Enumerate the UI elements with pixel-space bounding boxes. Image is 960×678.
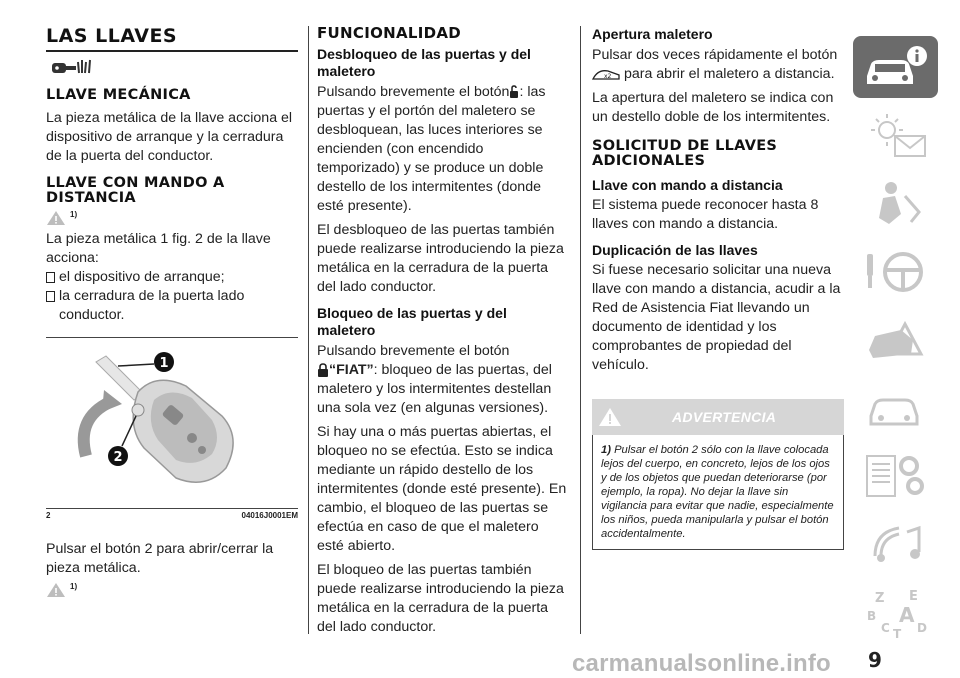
paragraph-boton: Pulsar el botón 2 para abrir/cerrar la pieza metálica. [46, 541, 274, 576]
heading-mando-line2: DISTANCIA [46, 190, 136, 206]
bullet-text: el dispositivo de arranque; [59, 269, 225, 285]
warning-title: ADVERTENCIA [672, 409, 777, 425]
index-letter-z: Z [874, 591, 884, 606]
tab-starting-driving[interactable] [853, 242, 938, 302]
section-title-las-llaves: LAS LLAVES [46, 25, 178, 47]
title-rule [46, 50, 298, 52]
figure-caption [46, 511, 298, 520]
svg-text:x2: x2 [604, 73, 612, 81]
specs-gears-icon [861, 450, 931, 502]
figure-key [46, 337, 298, 509]
text-segment: Pulsar dos veces rápidamente el botón [592, 47, 838, 63]
key-remote-icon [46, 58, 94, 78]
index-letters-icon [861, 584, 931, 640]
text-segment: para abrir el maletero a distancia. [623, 66, 835, 82]
bullet-item-2 [46, 287, 298, 325]
tab-specs[interactable] [853, 446, 938, 506]
tab-index[interactable] [853, 582, 938, 642]
index-letter-b: B [866, 609, 876, 623]
paragraph-apertura [592, 46, 844, 84]
warning-lights-icon [861, 110, 931, 162]
paragraph-bloqueo [317, 342, 569, 418]
text-segment: : bloqueo de las puertas, del maletero y los intermitentes destellan una sola vez (en algunas versiones). [317, 362, 552, 416]
heading-mando-line1: LLAVE CON MANDO A [46, 175, 225, 191]
warning-header [592, 399, 844, 435]
text-segment: : las puertas y el portón del maletero se desbloquean, las luces interiores se encienden (con encendido temporizado) y se produce un doble destello de los intermitentes (donde esté presente). [317, 84, 546, 214]
text-segment: Pulsando brevemente el botón [317, 84, 510, 100]
figure-code: 04016J0001EM [241, 511, 298, 520]
warning-text: Pulsar el botón 2 sólo con la llave colocada lejos del cuerpo, en concreto, lejos de los ojos y de los objetos que puedan deteriorarse (por ejemplo, la ropa). No dejar la llave sin vigilancia para evitar que nadie, especialmente los niños, pueda manipularla y pulsar el botón accidentalmente. [601, 444, 834, 540]
bullet-item-1 [46, 268, 298, 287]
note-ref: 1) [70, 210, 78, 219]
heading-bloqueo: Bloqueo de las puertas y del maletero [317, 305, 507, 338]
paragraph-apertura-2: La apertura del maletero se indica con un destello doble de los intermitentes. [592, 90, 834, 125]
paragraph-mecanica: La pieza metálica de la llave acciona el dispositivo de arranque y la cerradura de la puerta del conductor. [46, 110, 293, 164]
heading-desbloqueo: Desbloqueo de las puertas y del maletero [317, 46, 531, 79]
chapter-sidebar [853, 36, 938, 650]
index-letter-d: D [916, 621, 927, 635]
paragraph-duplicacion: Si fuese necesario solicitar una nueva llave con mando a distancia, acudir a la Red de Asistencia Fiat llevando un documento de identidad y los comprobantes de propiedad del vehículo. [592, 262, 841, 373]
callout-1: 1 [159, 356, 169, 371]
airbag-safety-icon [861, 178, 931, 230]
key-icon-row [46, 58, 298, 80]
column-1 [46, 26, 298, 598]
watermark: carmanualsonline.info [572, 650, 831, 677]
warning-triangle-icon [46, 582, 66, 598]
note-ref: 1) [70, 582, 78, 591]
column-separator-2 [580, 26, 581, 634]
warning-panel [592, 399, 844, 550]
tab-service[interactable] [853, 378, 938, 438]
heading-llave-mando: Llave con mando a distancia [592, 177, 783, 193]
heading-apertura: Apertura maletero [592, 26, 713, 42]
multimedia-icon [861, 518, 931, 570]
fiat-label: “FIAT” [329, 362, 374, 378]
index-letter-e: E [908, 589, 918, 604]
warning-triangle-icon [598, 407, 622, 427]
paragraph-bloqueo-3: El bloqueo de las puertas también puede realizarse introduciendo la pieza metálica en la cerradura de la puerta del lado conductor. [317, 562, 564, 635]
emergency-icon [861, 314, 931, 366]
bullet-box [46, 291, 55, 302]
column-separator-1 [308, 26, 309, 634]
paragraph-desbloqueo [317, 83, 569, 216]
trunk-x2-icon [592, 67, 620, 81]
warning-triangle-icon [46, 210, 66, 226]
bullet-box [46, 272, 55, 283]
warning-body [592, 435, 844, 550]
heading-duplicacion: Duplicación de las llaves [592, 242, 758, 258]
heading-llave-mecanica: LLAVE MECÁNICA [46, 87, 191, 103]
steering-wheel-icon [861, 246, 931, 298]
index-letter-c: C [880, 621, 890, 635]
paragraph-llave-mando: El sistema puede reconocer hasta 8 llaves con mando a distancia. [592, 197, 819, 232]
index-letter-t: T [892, 627, 901, 640]
callout-2: 2 [113, 450, 123, 465]
unlock-icon [509, 85, 519, 99]
bullet-text: la cerradura de la puerta lado conductor. [59, 288, 245, 323]
tab-multimedia[interactable] [853, 514, 938, 574]
heading-funcionalidad: FUNCIONALIDAD [317, 24, 462, 42]
column-3 [592, 26, 844, 550]
page-number: 9 [868, 648, 882, 672]
heading-solicitud-line2: ADICIONALES [592, 153, 706, 169]
paragraph-desbloqueo-2: El desbloqueo de las puertas también puede realizarse introduciendo la pieza metálica en la cerradura de la puerta del lado conductor. [317, 222, 564, 295]
figure-number: 2 [46, 511, 51, 520]
index-letter-a: A [898, 603, 914, 627]
tab-emergency[interactable] [853, 310, 938, 370]
lock-icon [317, 363, 329, 378]
heading-solicitud-line1: SOLICITUD DE LLAVES [592, 138, 778, 154]
tab-car-info[interactable] [853, 36, 938, 98]
column-2 [317, 26, 569, 637]
paragraph-mando: La pieza metálica 1 fig. 2 de la llave acciona: [46, 231, 271, 266]
tab-warning-lights[interactable] [853, 106, 938, 166]
warning-ref: 1) [601, 444, 611, 456]
car-service-icon [861, 382, 931, 434]
car-info-icon [861, 42, 931, 92]
tab-safety[interactable] [853, 174, 938, 234]
key-illustration [46, 338, 298, 508]
text-segment: Pulsando brevemente el botón [317, 343, 510, 359]
paragraph-bloqueo-2: Si hay una o más puertas abiertas, el bloqueo no se efectúa. Esto se indica mediante un rápido destello de los intermitentes (donde esté presente). En cambio, el bloqueo de las puertas se efectúa en caso de que el maletero esté abierto. [317, 424, 567, 554]
